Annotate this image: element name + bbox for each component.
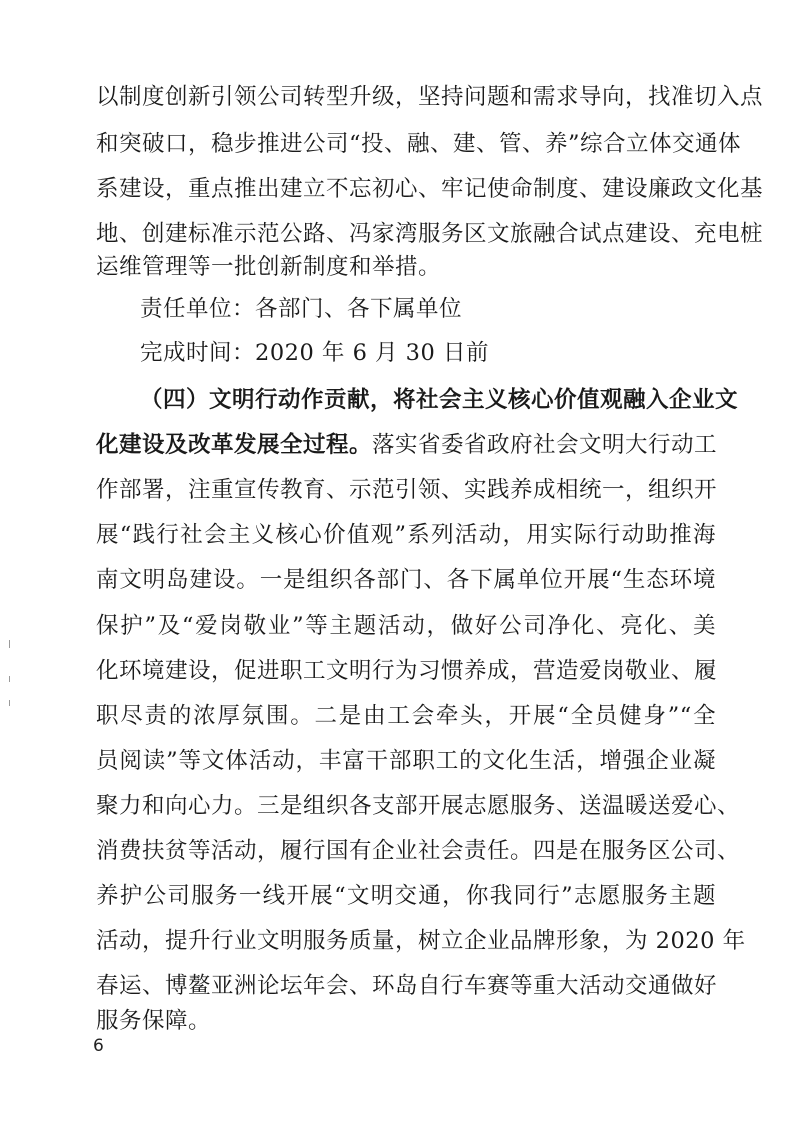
- paragraph-line: 化环境建设，促进职工文明行为习惯养成，营造爱岗敬业、履: [96, 658, 718, 684]
- responsible-unit: 责任单位：各部门、各下属单位: [140, 296, 463, 322]
- paragraph-line: 养护公司服务一线开展“文明交通，你我同行”志愿服务主题: [96, 883, 716, 909]
- scan-artifact: [9, 676, 10, 682]
- paragraph-line: 作部署，注重宣传教育、示范引领、实践养成相统一，组织开: [96, 477, 718, 503]
- paragraph-line: 展“践行社会主义核心价值观”系列活动，用实际行动助推海: [96, 522, 716, 548]
- page-number: 6: [93, 1036, 104, 1056]
- paragraph-line: 职尽责的浓厚氛围。二是由工会牵头，开展“全员健身”“全: [96, 703, 716, 729]
- paragraph-line: 保护”及“爱岗敬业”等主题活动，做好公司净化、亮化、美: [96, 613, 716, 639]
- paragraph-line: 运维管理等一批创新制度和举措。: [96, 254, 442, 280]
- section-heading-tail: 化建设及改革发展全过程。: [96, 432, 373, 458]
- paragraph-line: 以制度创新引领公司转型升级，坚持问题和需求导向，找准切入点: [96, 84, 764, 110]
- paragraph-line: 聚力和向心力。三是组织各支部开展志愿服务、送温暖送爱心、: [96, 793, 741, 819]
- paragraph-line: 南文明岛建设。一是组织各部门、各下属单位开展“生态环境: [96, 567, 716, 593]
- paragraph-line: 员阅读”等文体活动，丰富干部职工的文化生活，增强企业凝: [96, 748, 716, 774]
- paragraph-line: 消费扶贫等活动，履行国有企业社会责任。四是在服务区公司、: [96, 838, 741, 864]
- section-heading: （四）文明行动作贡献，将社会主义核心价值观融入企业文: [140, 387, 739, 413]
- section-heading-line-2: [96, 428, 716, 462]
- paragraph-line: 地、创建标准示范公路、冯家湾服务区文旅融合试点建设、充电桩: [96, 221, 764, 247]
- paragraph-line: 春运、博鳌亚洲论坛年会、环岛自行车赛等重大活动交通做好: [96, 973, 718, 999]
- section-body-start: 落实省委省政府社会文明大行动工: [372, 432, 718, 458]
- paragraph-line: 活动，提升行业文明服务质量，树立企业品牌形象，为 2020 年: [96, 928, 746, 954]
- scan-artifact: [9, 640, 10, 648]
- paragraph-line: 和突破口，稳步推进公司“投、融、建、管、养”综合立体交通体: [96, 131, 742, 157]
- scan-artifact: [9, 700, 10, 706]
- paragraph-line: 系建设，重点推出建立不忘初心、牢记使命制度、建设廉政文化基: [96, 176, 764, 202]
- paragraph-line: 服务保障。: [96, 1008, 212, 1034]
- completion-time: 完成时间：2020 年 6 月 30 日前: [140, 340, 489, 366]
